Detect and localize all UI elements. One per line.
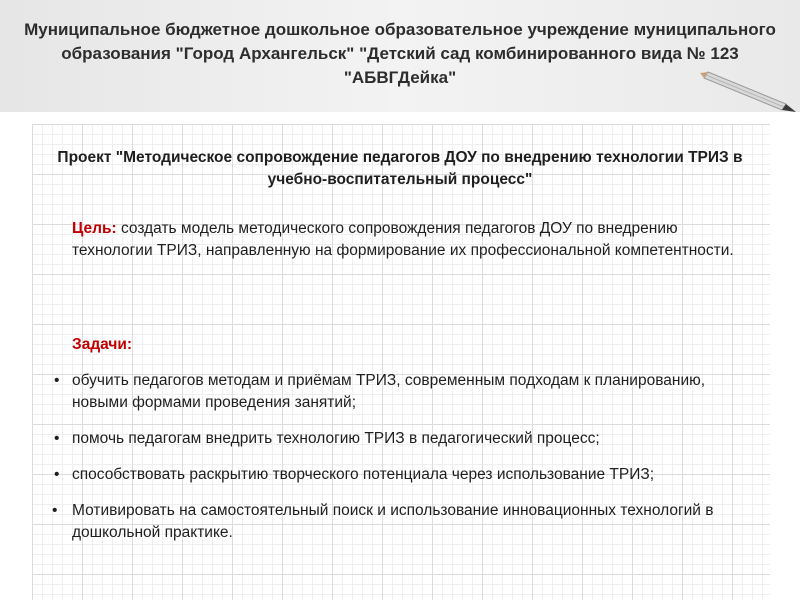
list-item xyxy=(52,370,752,414)
list-item xyxy=(52,464,752,486)
project-title: Проект "Методическое сопровождение педагогов ДОУ по внедрению технологии ТРИЗ в учебно-воспитательный процесс" xyxy=(57,149,743,188)
list-item xyxy=(52,500,752,544)
pencil-icon xyxy=(700,62,800,114)
institution-title: Муниципальное бюджетное дошкольное образовательное учреждение муниципального образования "Город Архангельск" "Детский сад комбинированного вида № 123 "АБВГДейка" xyxy=(24,20,776,87)
task-list xyxy=(52,370,752,558)
bullet-icon: • xyxy=(52,502,58,519)
bullet-icon: • xyxy=(54,430,60,447)
list-item-text: помочь педагогам внедрить технологию ТРИЗ в педагогический процесс; xyxy=(72,430,600,447)
goal-paragraph xyxy=(72,218,762,262)
list-item xyxy=(52,428,752,450)
bullet-icon: • xyxy=(54,372,60,389)
goal-text: создать модель методического сопровождения педагогов ДОУ по внедрению технологии ТРИЗ, направленную на формирование их профессиональной компетентности. xyxy=(72,220,734,259)
list-item-text: обучить педагогов методам и приёмам ТРИЗ, современным подходам к планированию, новыми формами проведения занятий; xyxy=(72,372,706,411)
goal-label: Цель: xyxy=(72,220,117,237)
bullet-icon: • xyxy=(54,466,60,483)
tasks-label: Задачи: xyxy=(72,336,133,353)
list-item-text: Мотивировать на самостоятельный поиск и использование инновационных технологий в дошкольной практике. xyxy=(72,502,714,541)
list-item-text: способствовать раскрытию творческого потенциала через использование ТРИЗ; xyxy=(72,466,655,483)
